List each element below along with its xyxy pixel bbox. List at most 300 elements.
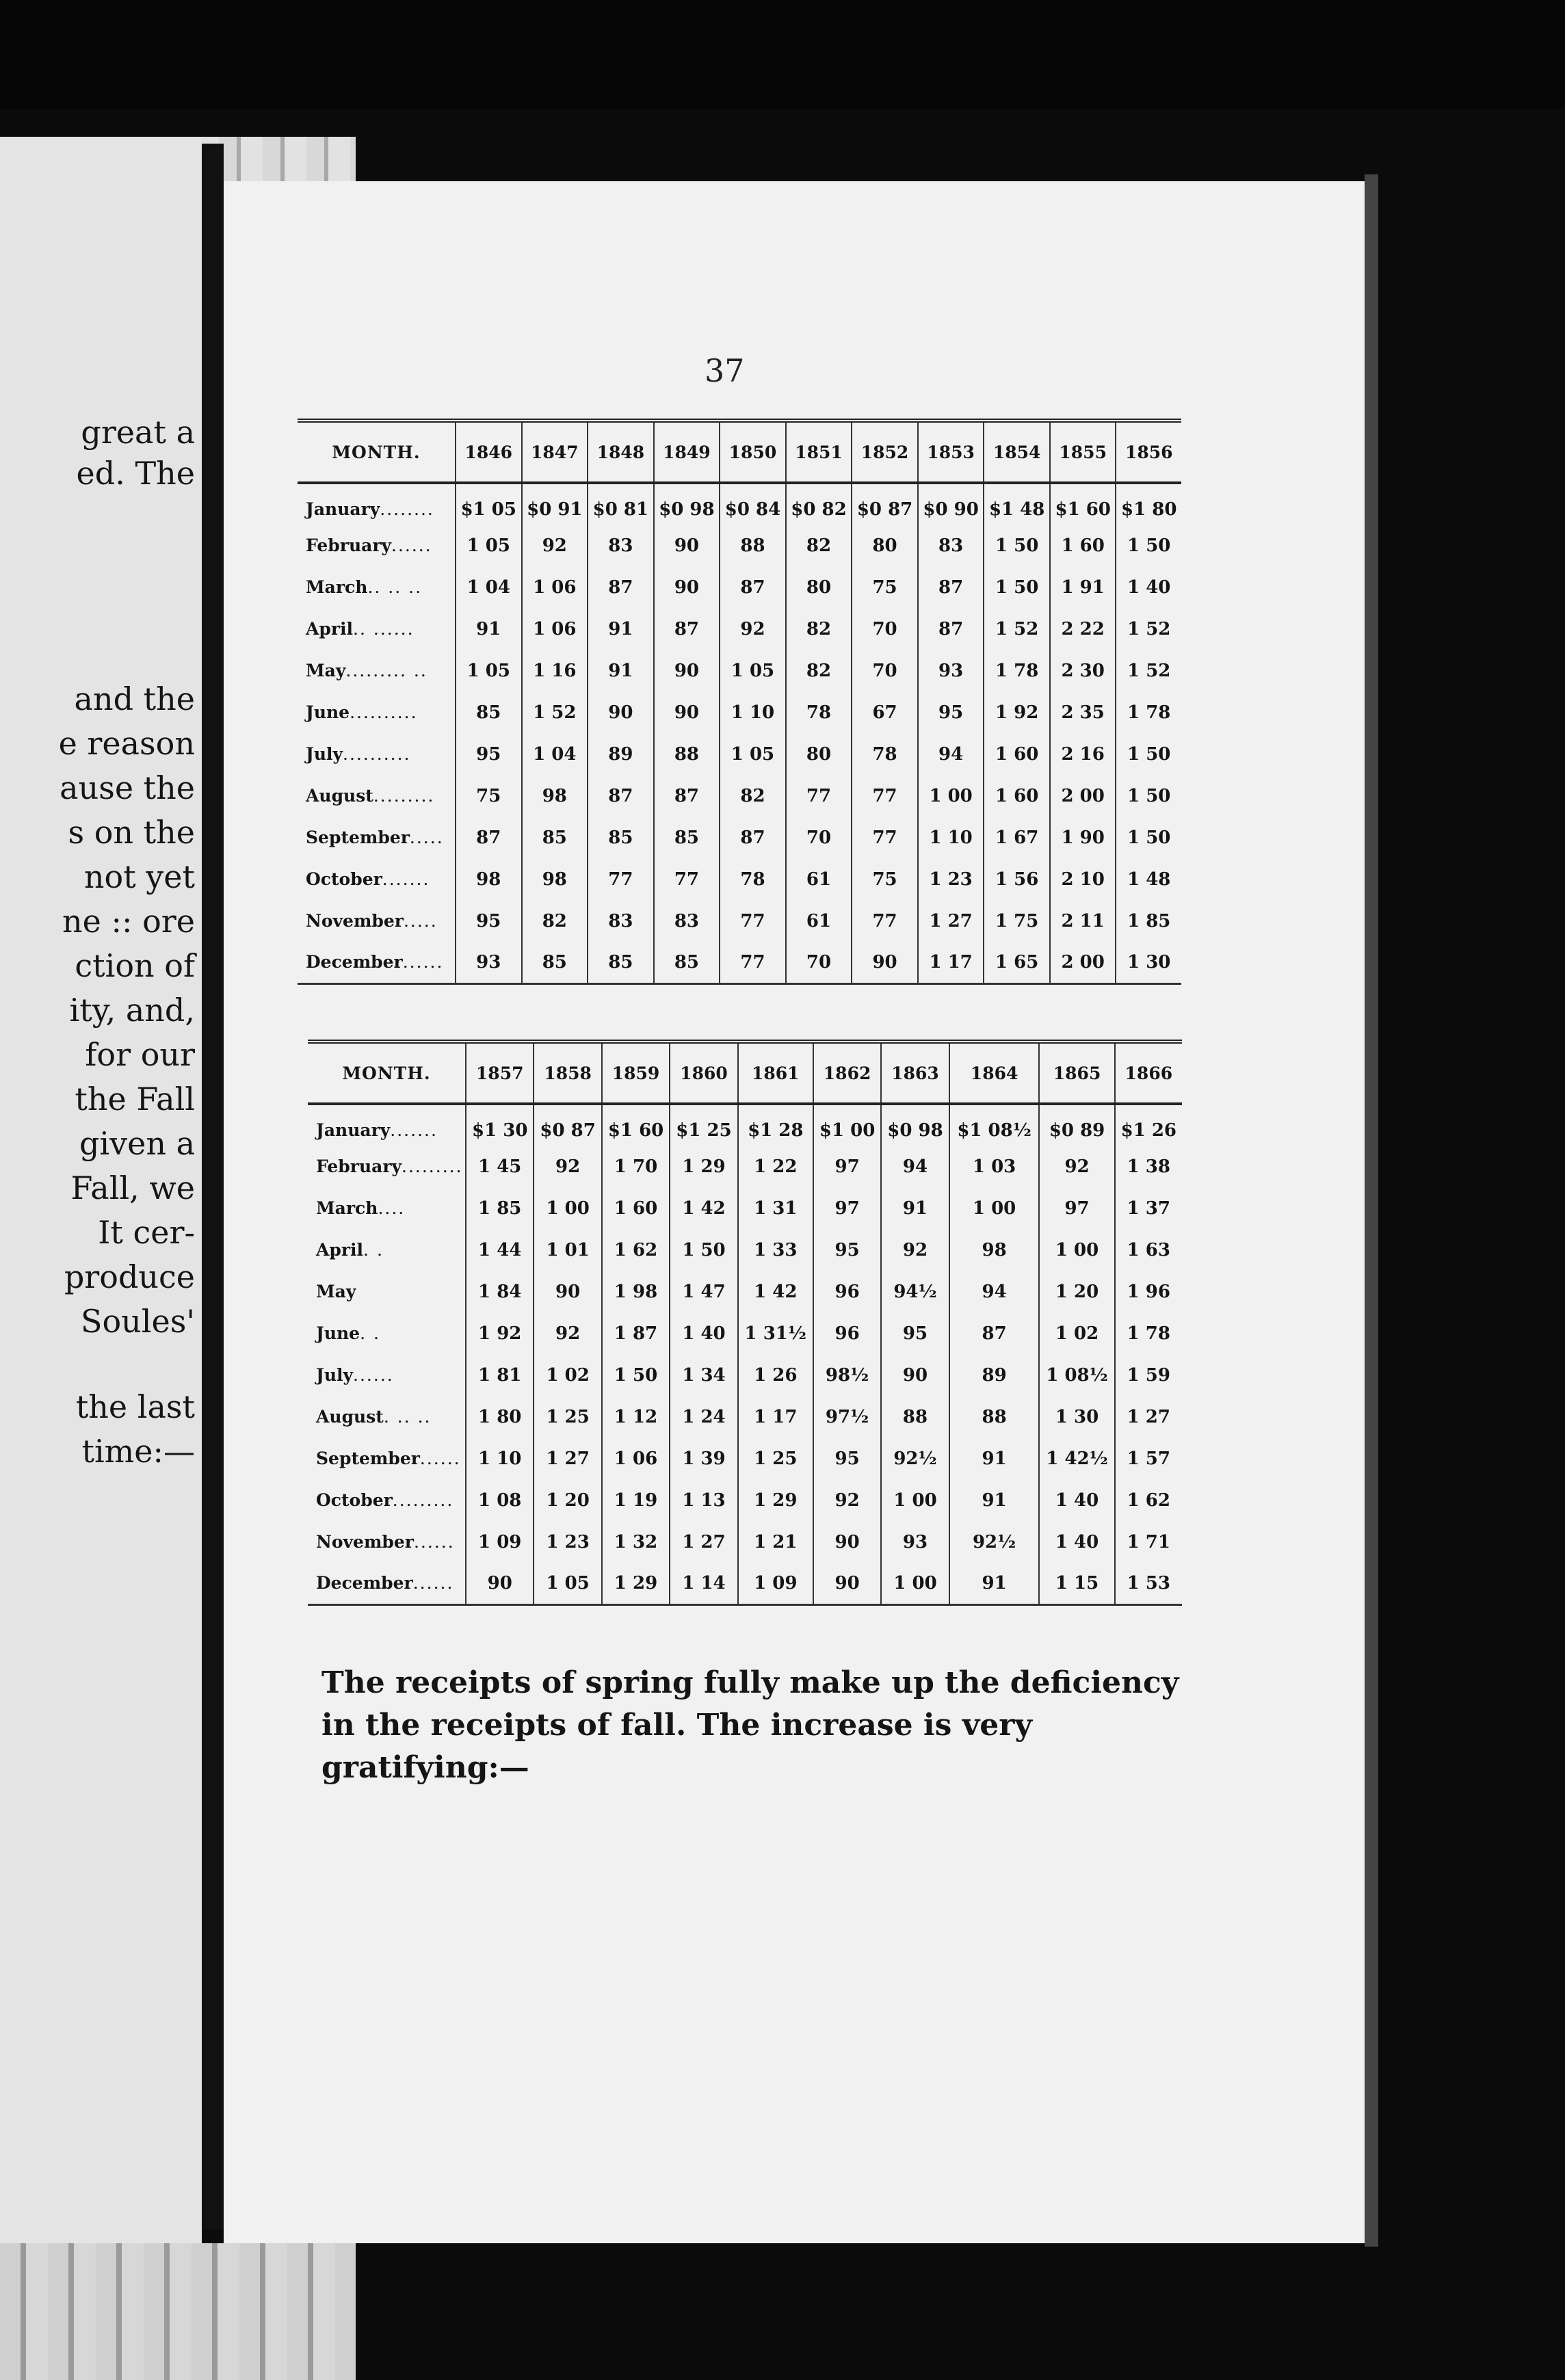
- left-page-text-fragment: ed. The: [76, 455, 195, 492]
- price-cell: 1 12: [602, 1396, 670, 1438]
- price-cell: 85: [456, 691, 522, 733]
- year-column-header: 1855: [1050, 421, 1116, 483]
- price-cell: $0 87: [534, 1104, 601, 1146]
- price-cell: 2 10: [1050, 858, 1116, 900]
- month-label: July: [316, 1365, 354, 1385]
- price-cell: 1 17: [918, 942, 984, 983]
- price-cell: 90: [654, 525, 720, 566]
- price-cell: 1 26: [738, 1354, 813, 1396]
- year-column-header: 1863: [881, 1042, 949, 1104]
- leader-dots: .......: [382, 869, 430, 889]
- price-cell: 1 92: [984, 691, 1050, 733]
- price-cell: 87: [720, 817, 786, 858]
- price-cell: 95: [456, 733, 522, 775]
- price-cell: 87: [654, 608, 720, 650]
- price-cell: 1 05: [720, 650, 786, 691]
- price-cell: 1 25: [534, 1396, 601, 1438]
- price-cell: 1 10: [720, 691, 786, 733]
- month-label: July: [306, 744, 343, 764]
- price-cell: 88: [881, 1396, 949, 1438]
- year-column-header: 1852: [852, 421, 918, 483]
- month-cell: [298, 650, 456, 691]
- price-cell: 2 16: [1050, 733, 1116, 775]
- month-cell: [298, 525, 456, 566]
- price-cell: 1 37: [1115, 1187, 1182, 1229]
- price-cell: 87: [918, 566, 984, 608]
- price-cell: 1 20: [1039, 1271, 1114, 1312]
- price-cell: 1 78: [1116, 691, 1181, 733]
- price-cell: 1 16: [522, 650, 588, 691]
- year-column-header: 1847: [522, 421, 588, 483]
- price-cell: 2 11: [1050, 900, 1116, 942]
- price-cell: 85: [654, 817, 720, 858]
- month-cell: [298, 733, 456, 775]
- price-cell: 91: [881, 1187, 949, 1229]
- price-cell: 77: [852, 817, 918, 858]
- price-cell: 1 47: [670, 1271, 737, 1312]
- year-column-header: 1859: [602, 1042, 670, 1104]
- table-row: [298, 775, 1181, 817]
- month-cell: [298, 483, 456, 525]
- table-row: [298, 900, 1181, 942]
- leader-dots: .. ......: [353, 619, 415, 639]
- price-cell: 83: [588, 525, 654, 566]
- table-row: [298, 566, 1181, 608]
- price-cell: 70: [852, 608, 918, 650]
- month-cell: [298, 817, 456, 858]
- month-cell: [308, 1146, 466, 1187]
- price-cell: 96: [813, 1312, 881, 1354]
- price-cell: $1 08½: [949, 1104, 1040, 1146]
- left-page-text-fragment: and the: [74, 680, 195, 717]
- price-cell: 1 10: [466, 1438, 534, 1479]
- price-cell: 1 29: [670, 1146, 737, 1187]
- price-cell: 1 00: [1039, 1229, 1114, 1271]
- price-cell: 1 67: [984, 817, 1050, 858]
- price-cell: 1 21: [738, 1521, 813, 1563]
- price-cell: 98½: [813, 1354, 881, 1396]
- table-row: [308, 1354, 1182, 1396]
- page-edge: [1365, 174, 1378, 2247]
- year-column-header: 1856: [1116, 421, 1181, 483]
- table-header-row: [308, 1042, 1182, 1104]
- price-cell: $1 48: [984, 483, 1050, 525]
- price-cell: 1 81: [466, 1354, 534, 1396]
- table-row: [308, 1271, 1182, 1312]
- price-cell: $0 98: [654, 483, 720, 525]
- leader-dots: . .: [360, 1323, 380, 1343]
- year-column-header: 1860: [670, 1042, 737, 1104]
- price-cell: 87: [456, 817, 522, 858]
- price-cell: 1 50: [1116, 733, 1181, 775]
- leader-dots: ....: [378, 1198, 406, 1218]
- leader-dots: ......: [353, 1365, 394, 1385]
- price-cell: 1 06: [602, 1438, 670, 1479]
- price-cell: 1 52: [984, 608, 1050, 650]
- price-cell: 1 50: [984, 566, 1050, 608]
- price-cell: $0 81: [588, 483, 654, 525]
- price-cell: 1 23: [918, 858, 984, 900]
- price-cell: 1 91: [1050, 566, 1116, 608]
- price-table-1846-1856: [298, 419, 1181, 985]
- price-cell: 98: [456, 858, 522, 900]
- price-cell: 95: [813, 1438, 881, 1479]
- price-cell: 91: [588, 650, 654, 691]
- month-label: September: [316, 1449, 420, 1468]
- price-cell: 1 78: [984, 650, 1050, 691]
- table-row: [298, 942, 1181, 983]
- month-cell: [308, 1521, 466, 1563]
- leader-dots: ......... ..: [345, 661, 428, 680]
- month-label: February: [316, 1156, 402, 1176]
- price-cell: $0 91: [522, 483, 588, 525]
- price-cell: $0 87: [852, 483, 918, 525]
- price-cell: 70: [852, 650, 918, 691]
- price-cell: 1 19: [602, 1479, 670, 1521]
- month-label: January: [306, 499, 380, 519]
- price-cell: 1 02: [1039, 1312, 1114, 1354]
- price-cell: 1 84: [466, 1271, 534, 1312]
- price-cell: 1 50: [602, 1354, 670, 1396]
- price-cell: 88: [949, 1396, 1040, 1438]
- month-label: December: [316, 1573, 413, 1594]
- month-label: June: [316, 1323, 360, 1343]
- left-page-text-fragment: ity, and,: [69, 992, 195, 1029]
- price-cell: 90: [813, 1521, 881, 1563]
- month-cell: [298, 691, 456, 733]
- price-cell: 97½: [813, 1396, 881, 1438]
- price-cell: 70: [786, 942, 852, 983]
- price-cell: 1 05: [456, 650, 522, 691]
- price-cell: 1 62: [1115, 1479, 1182, 1521]
- price-cell: 87: [654, 775, 720, 817]
- leader-dots: .........: [402, 1156, 463, 1176]
- price-cell: 95: [813, 1229, 881, 1271]
- table-row: [308, 1104, 1182, 1146]
- month-cell: [308, 1354, 466, 1396]
- price-cell: 1 87: [602, 1312, 670, 1354]
- price-cell: 1 32: [602, 1521, 670, 1563]
- price-cell: $1 30: [466, 1104, 534, 1146]
- year-column-header: 1848: [588, 421, 654, 483]
- left-page-text-fragment: given a: [79, 1125, 195, 1162]
- price-cell: 1 98: [602, 1271, 670, 1312]
- price-cell: 1 40: [1039, 1479, 1114, 1521]
- leader-dots: . .. ..: [383, 1407, 432, 1427]
- price-cell: 91: [456, 608, 522, 650]
- price-cell: 92: [1039, 1146, 1114, 1187]
- price-cell: 82: [522, 900, 588, 942]
- price-cell: 1 60: [984, 733, 1050, 775]
- price-cell: 1 63: [1115, 1229, 1182, 1271]
- price-cell: 94½: [881, 1271, 949, 1312]
- month-cell: [308, 1229, 466, 1271]
- price-cell: 1 01: [534, 1229, 601, 1271]
- month-cell: [308, 1563, 466, 1604]
- price-cell: 1 52: [522, 691, 588, 733]
- price-cell: 1 70: [602, 1146, 670, 1187]
- leader-dots: .......: [390, 1120, 438, 1140]
- leader-dots: ........: [380, 499, 434, 519]
- leader-dots: .....: [409, 828, 444, 847]
- price-cell: 2 30: [1050, 650, 1116, 691]
- price-cell: 85: [522, 942, 588, 983]
- year-column-header: 1861: [738, 1042, 813, 1104]
- price-cell: 97: [813, 1187, 881, 1229]
- year-column-header: 1866: [1115, 1042, 1182, 1104]
- price-cell: 1 48: [1116, 858, 1181, 900]
- price-cell: 1 42: [738, 1271, 813, 1312]
- year-column-header: 1864: [949, 1042, 1040, 1104]
- price-cell: 2 22: [1050, 608, 1116, 650]
- price-cell: 1 00: [881, 1479, 949, 1521]
- left-page-text-fragment: It cer-: [98, 1214, 195, 1251]
- price-cell: 82: [786, 525, 852, 566]
- price-cell: 87: [720, 566, 786, 608]
- month-label: April: [306, 619, 354, 639]
- month-label: September: [306, 828, 410, 847]
- scan-background: [0, 0, 1565, 109]
- price-cell: 98: [522, 858, 588, 900]
- price-cell: 1 22: [738, 1146, 813, 1187]
- price-cell: 1 31: [738, 1187, 813, 1229]
- price-cell: 2 35: [1050, 691, 1116, 733]
- price-cell: 92: [534, 1312, 601, 1354]
- table-row: [308, 1187, 1182, 1229]
- price-cell: 83: [654, 900, 720, 942]
- price-cell: 1 80: [466, 1396, 534, 1438]
- leader-dots: .........: [373, 786, 435, 806]
- price-cell: 92: [720, 608, 786, 650]
- price-cell: $1 00: [813, 1104, 881, 1146]
- leader-dots: .. .. ..: [367, 577, 423, 597]
- price-cell: 1 45: [466, 1146, 534, 1187]
- month-cell: [308, 1396, 466, 1438]
- month-cell: [308, 1312, 466, 1354]
- price-cell: 78: [720, 858, 786, 900]
- price-cell: 1 04: [522, 733, 588, 775]
- price-cell: 1 52: [1116, 650, 1181, 691]
- price-cell: 1 14: [670, 1563, 737, 1604]
- month-label: May: [306, 661, 346, 680]
- price-cell: 1 85: [466, 1187, 534, 1229]
- price-cell: 1 29: [738, 1479, 813, 1521]
- price-cell: 1 00: [881, 1563, 949, 1604]
- month-cell: [308, 1104, 466, 1146]
- price-cell: 1 57: [1115, 1438, 1182, 1479]
- price-cell: 1 29: [602, 1563, 670, 1604]
- month-cell: [308, 1438, 466, 1479]
- left-page-text-fragment: produce: [64, 1258, 195, 1295]
- table-row: [298, 608, 1181, 650]
- price-cell: 80: [852, 525, 918, 566]
- price-cell: 91: [949, 1479, 1040, 1521]
- price-cell: 80: [786, 566, 852, 608]
- price-cell: 1 40: [1116, 566, 1181, 608]
- price-cell: 1 50: [1116, 525, 1181, 566]
- price-cell: 1 31½: [738, 1312, 813, 1354]
- month-cell: [298, 900, 456, 942]
- price-cell: 1 42½: [1039, 1438, 1114, 1479]
- price-cell: 82: [786, 650, 852, 691]
- price-cell: 91: [588, 608, 654, 650]
- price-cell: 1 09: [738, 1563, 813, 1604]
- price-cell: 97: [813, 1146, 881, 1187]
- table-header-row: [298, 421, 1181, 483]
- price-cell: 1 23: [534, 1521, 601, 1563]
- price-cell: 77: [588, 858, 654, 900]
- price-cell: 94: [881, 1146, 949, 1187]
- price-cell: 80: [786, 733, 852, 775]
- price-cell: 1 40: [1039, 1521, 1114, 1563]
- closing-paragraph: The receipts of spring fully make up the deficiency in the receipts of fall. The increase is very gratifying:—: [321, 1665, 1179, 1785]
- price-cell: 1 00: [949, 1187, 1040, 1229]
- price-cell: 1 05: [456, 525, 522, 566]
- table-row: [308, 1479, 1182, 1521]
- leader-dots: .........: [392, 1490, 454, 1510]
- price-cell: 92: [881, 1229, 949, 1271]
- price-cell: 93: [881, 1521, 949, 1563]
- year-column-header: 1851: [786, 421, 852, 483]
- price-cell: 93: [918, 650, 984, 691]
- table-row: [298, 733, 1181, 775]
- price-cell: 77: [852, 775, 918, 817]
- price-cell: 94: [918, 733, 984, 775]
- year-column-header: 1858: [534, 1042, 601, 1104]
- price-cell: $1 28: [738, 1104, 813, 1146]
- month-label: August: [306, 786, 373, 806]
- price-cell: 90: [534, 1271, 601, 1312]
- price-cell: 1 44: [466, 1229, 534, 1271]
- price-cell: 91: [949, 1438, 1040, 1479]
- price-cell: 89: [588, 733, 654, 775]
- price-cell: $1 60: [602, 1104, 670, 1146]
- price-cell: 1 39: [670, 1438, 737, 1479]
- table-row: [298, 858, 1181, 900]
- price-cell: 1 90: [1050, 817, 1116, 858]
- price-cell: 1 06: [522, 566, 588, 608]
- price-cell: 1 60: [984, 775, 1050, 817]
- price-cell: 75: [852, 566, 918, 608]
- price-cell: 1 62: [602, 1229, 670, 1271]
- price-cell: 98: [949, 1229, 1040, 1271]
- month-label: October: [306, 869, 382, 889]
- month-label: April: [316, 1240, 364, 1260]
- price-cell: 1 20: [534, 1479, 601, 1521]
- price-cell: 1 27: [1115, 1396, 1182, 1438]
- month-label: October: [316, 1490, 393, 1510]
- price-cell: 1 85: [1116, 900, 1181, 942]
- price-cell: 1 78: [1115, 1312, 1182, 1354]
- month-label: August: [316, 1407, 384, 1427]
- price-cell: 75: [852, 858, 918, 900]
- table-row: [308, 1312, 1182, 1354]
- price-cell: 90: [654, 691, 720, 733]
- price-cell: 1 03: [949, 1146, 1040, 1187]
- price-cell: 1 30: [1116, 942, 1181, 983]
- price-cell: 1 27: [918, 900, 984, 942]
- table-row: [298, 817, 1181, 858]
- month-cell: [298, 775, 456, 817]
- left-page-text-fragment: the Fall: [75, 1081, 195, 1118]
- price-cell: 87: [949, 1312, 1040, 1354]
- price-cell: 1 06: [522, 608, 588, 650]
- price-cell: 95: [918, 691, 984, 733]
- price-cell: 78: [786, 691, 852, 733]
- price-cell: 90: [466, 1563, 534, 1604]
- page-number: 37: [705, 352, 745, 389]
- price-cell: 98: [522, 775, 588, 817]
- price-cell: $1 26: [1115, 1104, 1182, 1146]
- leader-dots: ..........: [343, 744, 411, 764]
- price-cell: 1 38: [1115, 1146, 1182, 1187]
- price-cell: 97: [1039, 1187, 1114, 1229]
- left-page-text-fragment: ction of: [75, 947, 195, 984]
- price-cell: 1 50: [1116, 775, 1181, 817]
- month-column-header: MONTH.: [342, 1063, 431, 1083]
- price-cell: $1 05: [456, 483, 522, 525]
- table-row: [298, 483, 1181, 525]
- price-cell: 1 60: [602, 1187, 670, 1229]
- month-label: November: [306, 911, 404, 931]
- price-cell: 88: [720, 525, 786, 566]
- price-cell: $0 82: [786, 483, 852, 525]
- month-cell: [298, 608, 456, 650]
- price-cell: 1 24: [670, 1396, 737, 1438]
- price-cell: 1 08: [466, 1479, 534, 1521]
- month-cell: [298, 942, 456, 983]
- price-cell: 78: [852, 733, 918, 775]
- month-label: December: [306, 952, 403, 973]
- price-cell: 1 50: [670, 1229, 737, 1271]
- price-cell: 1 27: [670, 1521, 737, 1563]
- leader-dots: ......: [419, 1449, 461, 1468]
- price-cell: 1 02: [534, 1354, 601, 1396]
- month-cell: [308, 1479, 466, 1521]
- price-cell: 91: [949, 1563, 1040, 1604]
- price-cell: 85: [654, 942, 720, 983]
- price-cell: 1 65: [984, 942, 1050, 983]
- price-cell: 95: [881, 1312, 949, 1354]
- price-cell: 82: [720, 775, 786, 817]
- price-cell: 90: [588, 691, 654, 733]
- month-label: May: [316, 1282, 356, 1301]
- price-cell: 1 53: [1115, 1563, 1182, 1604]
- price-cell: 1 52: [1116, 608, 1181, 650]
- price-cell: $1 80: [1116, 483, 1181, 525]
- price-cell: 87: [918, 608, 984, 650]
- price-cell: 1 34: [670, 1354, 737, 1396]
- price-cell: 1 17: [738, 1396, 813, 1438]
- price-cell: 75: [456, 775, 522, 817]
- price-cell: 1 08½: [1039, 1354, 1114, 1396]
- price-cell: 77: [786, 775, 852, 817]
- price-cell: 1 30: [1039, 1396, 1114, 1438]
- price-cell: 1 96: [1115, 1271, 1182, 1312]
- price-cell: 92: [813, 1479, 881, 1521]
- price-cell: 1 71: [1115, 1521, 1182, 1563]
- year-column-header: 1846: [456, 421, 522, 483]
- month-label: November: [316, 1532, 414, 1552]
- price-cell: 77: [852, 900, 918, 942]
- price-cell: $1 60: [1050, 483, 1116, 525]
- price-cell: 1 33: [738, 1229, 813, 1271]
- price-table-1857-1866: [308, 1040, 1182, 1606]
- table-row: [308, 1229, 1182, 1271]
- left-page-text-fragment: e reason: [58, 725, 195, 762]
- table-row: [298, 525, 1181, 566]
- leader-dots: ......: [412, 1573, 454, 1594]
